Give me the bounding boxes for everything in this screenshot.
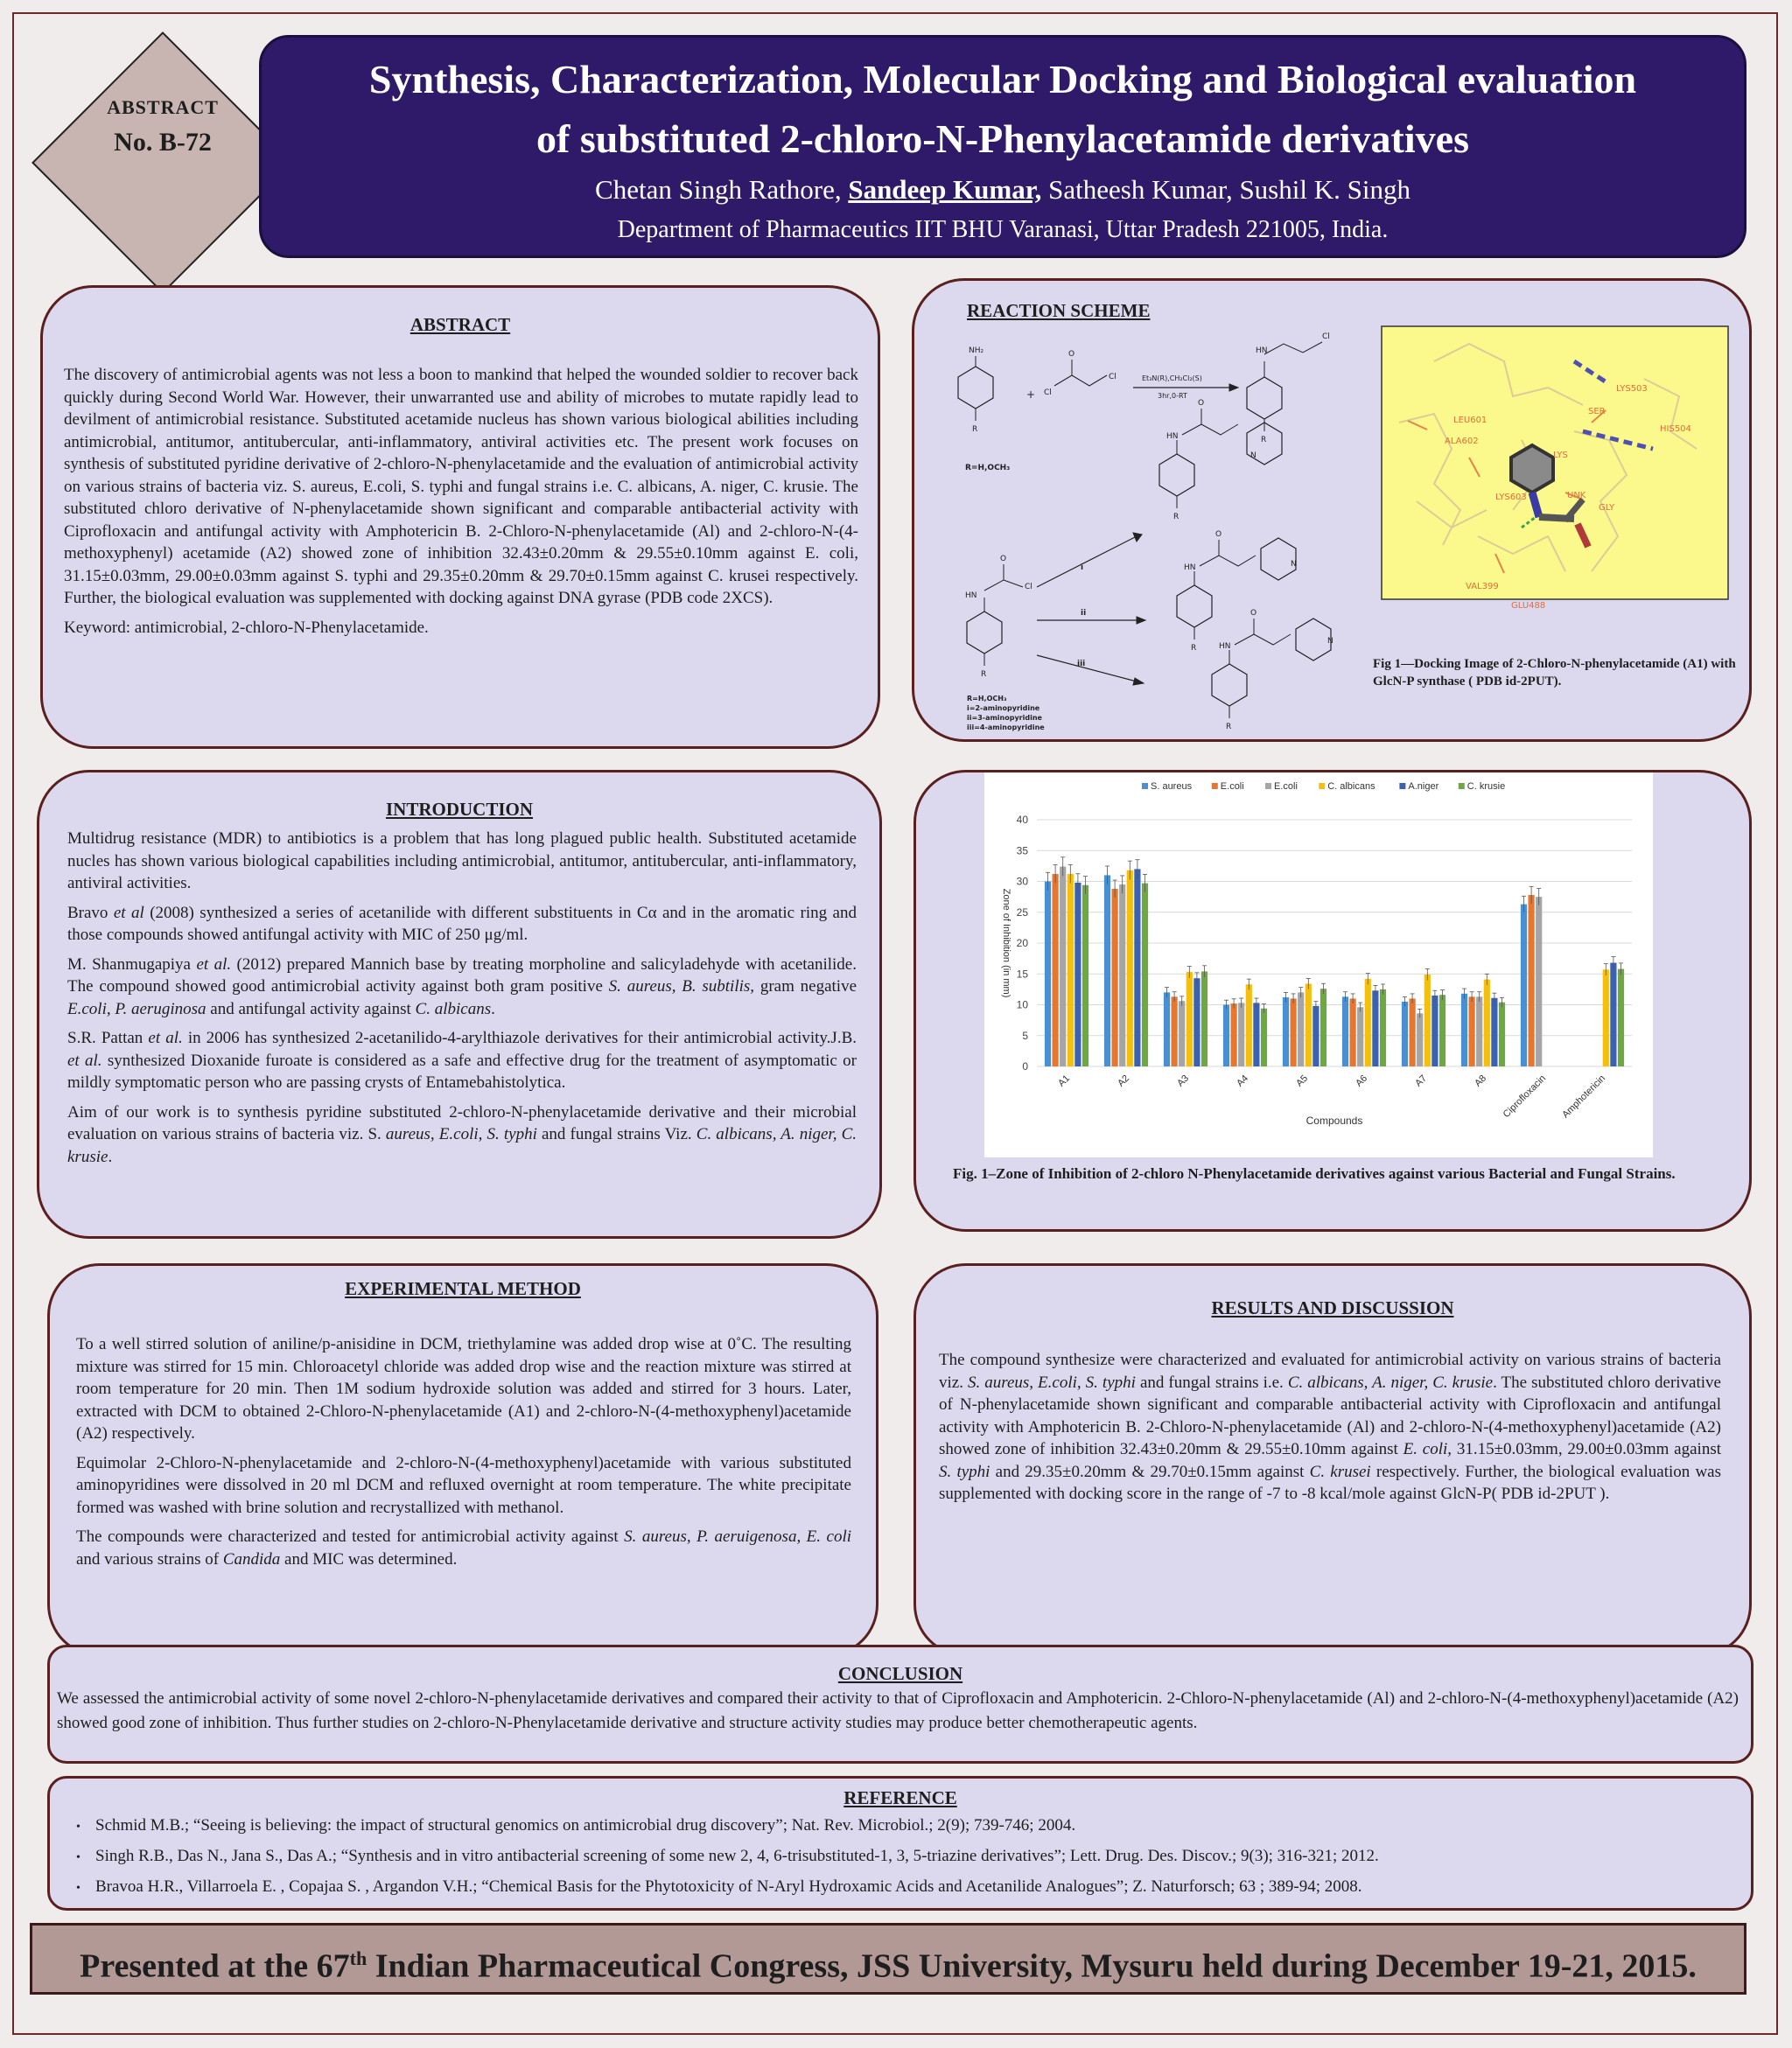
cl-label-4: Cl [1025,583,1032,591]
bar [1461,994,1467,1066]
y-tick-label: 5 [1022,1029,1028,1042]
legend-swatch [1265,783,1271,789]
y-tick-label: 40 [1016,814,1028,826]
x-tick-label: Ciprofloxacin [1501,1073,1549,1121]
hn-label-2: HN [965,591,977,600]
plus-sign: + [1026,388,1036,401]
conclusion-body: We assessed the antimicrobial activity of some novel 2-chloro-N-phenylacetamide derivatives and compared their activity to that of Ciprofloxacin and Amphotericin. 2-Chloro-N-phenylacetamide (Al) and 2-chloro-N-(4-methoxyphenyl)acetamide (A2) showed good zone of inhibition. Thus further studies on 2-chloro-N-Phenylacetamide derivative and structure activity studies may produce better chemotherapeutic agents. [57,1689,1739,1732]
bar [1223,1005,1229,1067]
department: Department of Pharmaceutics IIT BHU Varanasi, Uttar Pradesh 221005, India. [617,216,1389,243]
y-tick-label: 30 [1016,875,1028,888]
abstract-heading: ABSTRACT [410,314,511,335]
bar [1074,883,1081,1066]
chart-caption: Fig. 1–Zone of Inhibition of 2-chloro N-Phenylacetamide derivatives against various Bacterial and Fungal Strains. [953,1165,1676,1182]
x-tick-label: A4 [1235,1073,1251,1089]
conclusion-panel [47,1645,1754,1764]
bar [1342,996,1348,1066]
bar [1291,998,1297,1066]
bar [1231,1003,1237,1066]
presenting-author: Sandeep Kumar, [848,174,1042,205]
presented-at-banner: Presented at the 67th Indian Pharmaceutical Congress, JSS University, Mysuru held during December 19-21, 2015. [30,1923,1746,1995]
y-tick-label: 25 [1016,905,1028,919]
authors [262,174,1744,206]
abstract-keyword: Keyword: antimicrobial, 2-chloro-N-Phenylacetamide. [64,618,429,637]
title-line-2: of substituted 2-chloro-N-Phenylacetamide derivatives [536,116,1469,161]
introduction-body [39,828,879,1168]
x-tick-label: A5 [1294,1073,1311,1089]
legend-r: R=H,OCH₃ [967,695,1007,702]
poster-title [262,50,1744,169]
zone-of-inhibition-chart [984,772,1653,1157]
o-label-5: O [1250,609,1257,618]
legend-entry: C. krusie [1466,781,1506,792]
bar [1068,874,1074,1066]
bar [1380,989,1386,1066]
legend-entry: E.coli [1220,781,1244,792]
x-tick-label: Amphotericin [1560,1073,1608,1121]
bar [1476,996,1482,1066]
bar [1201,971,1208,1066]
introduction-heading: INTRODUCTION [385,799,534,820]
y-tick-label: 20 [1016,937,1028,949]
legend-swatch [1142,783,1148,789]
hn-label-1: HN [1256,346,1268,355]
legend-swatch [1459,783,1465,789]
cl-label-1: Cl [1044,388,1052,397]
y-tick-label: 15 [1016,968,1028,981]
bar [1082,885,1088,1066]
docking-caption: Fig 1—Docking Image of 2-Chloro-N-phenylacetamide (A1) with GlcN-P synthase ( PDB id-2PUT). [1373,657,1736,688]
bar [1053,874,1059,1066]
o-label-4: O [1215,530,1222,539]
results-text: The compound synthesize were characterized and evaluated for antimicrobial activity on various strains of bacteria viz. S. aureus, E.coli, S. typhi and fungal strains i.e. C. albicans, A. niger, C. krusie. The substituted chloro derivative of N-phenylacetamide shown significant and comparable antibacterial activity with Ciprofloxacin and antifungal activity with Amphotericin B. 2-Chloro-N-phenylacetamide (Al) and 2-chloro-N-(4-methoxyphenyl)acetamide (A2) showed zone of inhibition 32.43±0.20mm & 29.55±0.10mm against E. coli, 31.15±0.03mm, 29.00±0.03mm against S. typhi and 29.35±0.20mm & 29.70±0.15mm against C. krusei respectively. Further, the biological evaluation was supplemented with docking score in the range of -7 to -8 kcal/mole against GlcN-P( PDB id-2PUT ). [939,1351,1721,1503]
bar [1424,975,1431,1066]
bar [1372,990,1378,1066]
badge-line1: ABSTRACT [107,96,219,118]
route-i-label: i [1081,563,1084,572]
residue-glu488: GLU488 [1511,601,1546,611]
author-1: Chetan Singh Rathore, [595,174,849,205]
hn-label-4: HN [1184,563,1196,572]
bar [1484,980,1490,1066]
residue-leu601: LEU601 [1453,416,1488,425]
experimental-panel [47,1263,878,1657]
abstract-badge-text [49,96,276,157]
legend-i: i=2-aminopyridine [967,704,1040,712]
residue-unk: UNK [1567,491,1586,500]
bar [1261,1009,1267,1066]
bar [1365,979,1371,1066]
scheme-heading: REACTION SCHEME [967,300,1151,321]
bar [1142,884,1148,1066]
bar [1312,1006,1319,1066]
bar [1127,870,1133,1066]
bar [1439,995,1446,1066]
bar [1521,905,1527,1066]
bar [1603,969,1609,1066]
conclusion-heading: CONCLUSION [837,1663,963,1684]
residue-ala602: ALA602 [1445,437,1479,446]
r-label-2: R [1261,436,1267,444]
results-heading: RESULTS AND DISCUSSION [1211,1297,1454,1318]
exp-p3: The compounds were characterized and tested for antimicrobial activity against S. aureus, P. aeruigenosa, E. coli and various strains of Candida and MIC was determined. [76,1527,852,1569]
other-authors: Satheesh Kumar, Sushil K. Singh [1041,174,1410,205]
exp-p1: To a well stirred solution of aniline/p-anisidine in DCM, triethylamine was added drop wise at 0˚C. The resulting mixture was stirred for 15 min. Chloroacetyl chloride was added drop wise and the reaction mixture was stirred at room temperature for 20 min. Then 1M sodium hydroxide solution was added and stirred for 3 hours. Later, extracted with DCM to obtained 2-Chloro-N-phenylacetamide (A1) and 2-chloro-N-(4-methoxyphenyl)acetamide (A2) respectively. [76,1335,851,1443]
bar [1410,998,1416,1066]
chart-panel [914,770,1752,1232]
legend-swatch [1319,783,1325,789]
legend-entry: C. albicans [1327,781,1376,792]
reference-panel [47,1776,1754,1911]
residue-ser: SER [1588,407,1606,416]
cl-label-3: Cl [1322,332,1330,341]
bar [1350,998,1356,1066]
bar [1253,1003,1259,1066]
intro-p1: Multidrug resistance (MDR) to antibiotics is a problem that has long plagued public health. Substituted acetamide nucles has shown various biological capabilities including antimicrobial, antitumor, antitubercular, anti-inflammatory, antiviral activities. [67,829,857,892]
bar [1112,889,1118,1066]
x-tick-label: A6 [1354,1073,1370,1089]
bar [1119,884,1125,1066]
legend-entry: E.coli [1274,781,1298,792]
bar [1194,978,1200,1066]
bar [1306,984,1312,1066]
bar [1499,1003,1505,1066]
bar [1283,997,1289,1066]
nh2-label: NH₂ [969,346,984,355]
n-label-2: N [1291,560,1297,569]
y-tick-label: 10 [1016,998,1028,1011]
bar [1172,996,1178,1066]
residue-val399: VAL399 [1466,582,1499,591]
legend-swatch [1399,783,1405,789]
reference-list [50,1811,1751,1903]
r-label-1: R [972,425,978,434]
intro-p5: Aim of our work is to synthesis pyridine substituted 2-chloro-N-phenylacetamide derivative and their microbial evaluation on various strains of bacteria viz. S. aureus, E.coli, S. typhi and fungal strains Viz. C. albicans, A. niger, C. krusie. [67,1102,857,1166]
r-label-3: R [981,670,987,679]
reference-heading: REFERENCE [844,1787,957,1808]
legend-entry: A.niger [1408,781,1439,792]
bar [1402,1002,1408,1066]
r-label-6: R [1226,723,1232,731]
badge-line2: No. B-72 [114,128,212,157]
reference-item: • Schmid M.B.; “Seeing is believing: the impact of structural genomics on antimicrobial drug discovery”; Nat. Rev. Microbiol.; 2(9); 739-746; 2004. [76,1816,1076,1835]
bar [1179,1001,1185,1066]
reaction-scheme-panel [912,278,1752,742]
bar [1432,996,1438,1066]
hn-label-3: HN [1166,432,1179,441]
intro-p4: S.R. Pattan et al. in 2006 has synthesized 2-acetanilido-4-arylthiazole derivatives for their antimicrobial activity.J.B. et al. synthesized Dioxanide furoate is considered as a safe and effective drug for the treatment of asymptomatic or mildly symptomatic person who are passing crysts of Entamebahistolytica. [67,1029,857,1092]
r-definition-1: R=H,OCH₃ [965,464,1011,472]
y-axis-label: Zone of Inhibition (in mm) [1001,888,1012,998]
o-label-2: O [1000,555,1007,563]
bar [1469,996,1475,1066]
exp-p2: Equimolar 2-Chloro-N-phenylacetamide and 2-chloro-N-(4-methoxyphenyl)acetamide with various substituted aminopyridines were dissolved in 20 ml DCM and refluxed overnight at room temperature. The white precipitate formed was washed with brine solution and recrystallized with methanol. [76,1453,851,1517]
abstract-text: The discovery of antimicrobial agents was not less a boon to mankind that helped the wounded soldier to recover back quickly during Second World War. However, their unwarranted use and ability of microbes to mutate rapidly lead to devilment of antimicrobial resistance. Substituted acetamide nucleus has shown various biological abilities including antimicrobial, antitumor, antitubercular, anti-inflammatory, antiviral activities etc. The present work focuses on synthesis of substituted pyridine derivative of 2-chloro-N-phenylacetamide and the evaluation of antimicrobial activity on various strains of bacteria viz. S. aureus, E.coli, S. typhi and fungal strains i.e. C. albicans, A. niger, C. krusie. The substituted chloro derivative of N-phenylacetamide shown significant and comparable antibacterial activity with Ciprofloxacin and antifungal activity with Amphotericin B. 2-Chloro-N-phenylacetamide (Al) and 2-chloro-N-(4-methoxyphenyl) acetamide (A2) showed zone of inhibition 32.43±0.20mm & 29.55±0.10mm against E. coli, 31.15±0.03mm, 29.00±0.03mm against S. typhi and 29.35±0.20mm & 29.70±0.15mm against C. krusei respectively. Further, the biological evaluation was supplemented with docking against DNA gyrase (PDB code 2XCS). [64,366,858,607]
abstract-panel [40,285,880,749]
o-label-3: O [1198,399,1205,408]
bar [1104,875,1110,1066]
docking-image [1382,326,1728,611]
bar [1238,1003,1244,1066]
experimental-body [50,1333,876,1570]
bar [1134,869,1140,1066]
x-tick-label: A1 [1056,1073,1073,1089]
reference-item: • Singh R.B., Das N., Jana S., Das A.; “Synthesis and in vitro antibacterial screening of some new 2, 4, 6-trisubstituted-1, 3, 5-triazine derivatives”; Lett. Drug. Des. Discov.; 9(3); 316-321; 2012. [76,1847,1379,1865]
conditions-label: 3hr,0-RT [1158,392,1187,400]
n-label-3: N [1327,637,1334,646]
x-tick-label: A7 [1413,1073,1430,1089]
n-label-1: N [1250,451,1256,460]
residue-lys503: LYS503 [1616,384,1648,394]
y-tick-label: 0 [1022,1060,1028,1073]
hn-label-5: HN [1219,642,1231,651]
route-iii-label: iii [1077,660,1086,668]
bar [1417,1013,1423,1066]
legend-entry: S. aureus [1151,781,1193,792]
bar [1529,895,1535,1066]
results-panel [914,1263,1752,1657]
bar [1186,972,1193,1066]
legend-swatch [1212,783,1218,789]
intro-p3: M. Shanmugapiya et al. (2012) prepared Mannich base by treating morpholine and salicyladehyde with acetanilide. The compound showed good antimicrobial activity against both gram positive S. aureus, B. subtilis, gram negative E.coli, P. aeruginosa and antifungal activity against C. albicans. [67,954,857,1018]
x-axis-label: Compounds [1306,1115,1363,1127]
x-tick-label: A2 [1116,1073,1132,1089]
route-ii-label: ii [1081,609,1087,618]
bar [1060,867,1066,1066]
bar [1536,897,1542,1066]
reaction-scheme-diagram [923,290,1378,736]
x-tick-label: A8 [1473,1073,1489,1089]
residue-his504: HIS504 [1660,424,1691,434]
legend-iii: iii=4-aminopyridine [967,723,1045,731]
bar [1491,998,1497,1066]
r-label-4: R [1173,513,1180,521]
legend-ii: ii=3-aminopyridine [967,714,1042,722]
bar [1045,882,1051,1067]
bar [1246,984,1252,1066]
r-label-5: R [1191,644,1197,653]
o-label-1: O [1068,350,1075,359]
bar [1610,963,1616,1066]
y-tick-label: 35 [1016,844,1028,857]
residue-gly: GLY [1599,503,1615,513]
experimental-heading: EXPERIMENTAL METHOD [345,1278,581,1299]
cl-label-2: Cl [1109,373,1116,381]
bar [1164,992,1170,1066]
abstract-body [43,364,878,639]
results-body [916,1349,1749,1506]
reference-item: • Bravoa H.R., Villarroela E. , Copajaa S. , Argandon V.H.; “Chemical Basis for the Phytotoxicity of N-Aryl Hydroxamic Acids and Acetanilide Analogues”; Z. Naturforsch; 63 ; 389-94; 2008. [76,1877,1362,1896]
bar [1298,992,1304,1066]
reagent-label: Et₃N(R),CH₂Cl₂(S) [1142,374,1202,382]
title-banner [259,35,1746,258]
residue-lys603: LYS603 [1495,493,1527,502]
bar [1320,989,1326,1066]
intro-p2: Bravo et al (2008) synthesized a series of acetanilide with different substituents in Cα and in the aromatic ring and those compounds showed antifungal activity with MIC of 250 μg/ml. [67,903,857,944]
introduction-panel [37,770,882,1239]
residue-lys: LYS [1553,451,1568,460]
bar [1618,969,1624,1066]
bar [1357,1007,1363,1066]
x-tick-label: A3 [1175,1073,1192,1089]
title-line-1: Synthesis, Characterization, Molecular Docking and Biological evaluation [368,57,1637,101]
